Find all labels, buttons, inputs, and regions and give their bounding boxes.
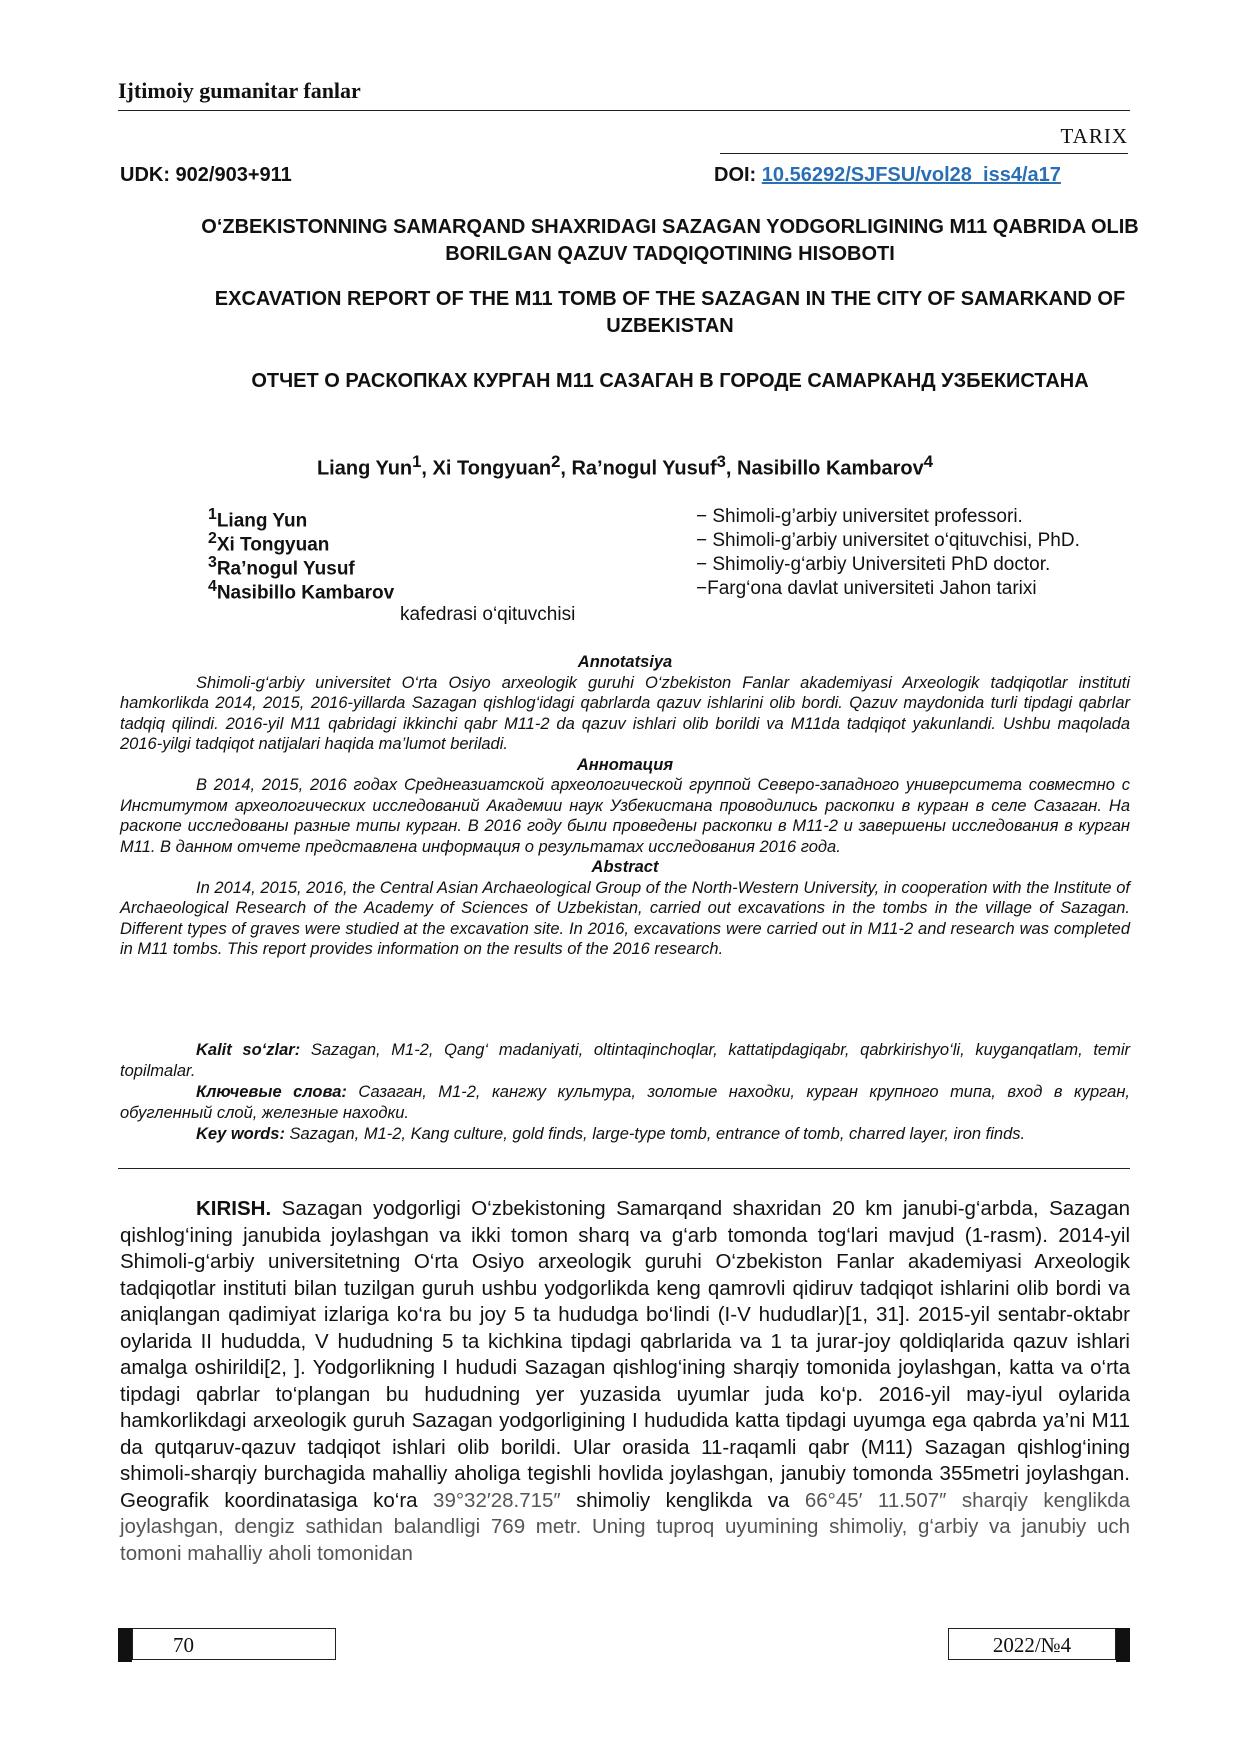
journal-header: Ijtimoiy gumanitar fanlar — [118, 78, 1130, 111]
affiliation-row — [208, 506, 1138, 530]
author-3: Ra’nogul Yusuf — [571, 457, 717, 480]
title-uz: O‘ZBEKISTONNING SAMARQAND SHAXRIDAGI SAZAGAN YODGORLIGINING M11 QABRIDA OLIB BORILGAN QAZUV TADQIQOTINING HISOBOTI — [201, 216, 1139, 265]
abstracts — [120, 652, 1130, 960]
author-line: Liang Yun$^1$, Xi Tongyuan$^2$, Ra’nogul Yusuf$^3$, Nasibillo Kambarov$^4$ — [316, 452, 934, 480]
author-4-sup: 4 — [923, 452, 934, 471]
affiliation-desc-continued: kafedrasi o‘qituvchisi — [400, 604, 576, 625]
udk-code: UDK: 902/903+911 — [120, 164, 292, 186]
affiliation-name: $^2$Xi Tongyuan — [208, 530, 330, 556]
section-tag: TARIX — [720, 124, 1128, 154]
affiliation-name: $^4$Nasibillo Kambarov — [208, 578, 395, 604]
affiliation-row — [208, 530, 1138, 554]
abstract-ru-heading: Аннотация — [576, 755, 674, 774]
affiliation-desc: − Shimoli-g’arbiy universitet o‘qituvchisi, PhD. — [696, 530, 1080, 551]
page-number: 70 — [132, 1628, 336, 1660]
divider — [118, 1168, 1130, 1169]
affiliation-desc: − Shimoliy-g‘arbiy Universiteti PhD doctor. — [696, 554, 1051, 575]
title-ru: ОТЧЕТ О РАСКОПКАХ КУРГАН М11 САЗАГАН В ГОРОДЕ САМАРКАНД УЗБЕКИСТАНА — [251, 370, 1089, 392]
keywords — [120, 1040, 1130, 1145]
doi-label: DOI: — [714, 164, 762, 186]
doi-link[interactable]: 10.56292/SJFSU/vol28_iss4/a17 — [761, 164, 1061, 186]
abstract-uz-text: Shimoli-g‘arbiy universitet O‘rta Osiyo arxeologik guruhi O‘zbekiston Fanlar akademiyasi Arxeologik tadqiqotlar instituti hamkorlikda 2014, 2015, 2016-yillarda Sazagan qishlog‘idagi qabrlarda qazuv ishlarini olib bordi. Qazuv maydonida turli tipdagi qabrlar tadqiq qilindi. 2016-yil M11 qabridagi ikkinchi qabr M11-2 da qazuv ishlari olib borildi va M11da tadqiqot yakunlandi. Ushbu maqolada 2016-yilgi tadqiqot natijalari haqida ma’lumot beriladi. — [120, 673, 1130, 753]
title-en: EXCAVATION REPORT OF THE M11 TOMB OF THE SAZAGAN IN THE CITY OF SAMARKAND OF UZBEKISTAN — [214, 288, 1126, 337]
author-1: Liang Yun — [316, 457, 413, 480]
affiliation-row — [208, 578, 1138, 602]
coordinate-lat: 39°32′28.715″ — [433, 1488, 561, 1512]
keywords-en: Key words: Sazagan, M1-2, Kang culture, gold finds, large-type tomb, entrance of tomb, charred layer, iron finds. — [196, 1125, 1026, 1143]
author-1-sup: 1 — [412, 452, 422, 471]
section-lead: KIRISH. — [196, 1197, 272, 1220]
issue-number: 2022/№4 — [948, 1628, 1116, 1660]
abstract-en-text: In 2014, 2015, 2016, the Central Asian Archaeological Group of the North-Western University, in cooperation with the Institute of Archaeological Research of the Academy of Sciences of Uzbekistan, carried out excavations in the tombs in the village of Sazagan. Different types of graves were studied at the excavation site. In 2016, excavations were carried out in M11-2 and research was completed in M11 tombs. This report provides information on the results of the 2016 research. — [120, 878, 1130, 958]
keywords-uz: Kalit so‘zlar: Sazagan, M1-2, Qang‘ madaniyati, oltintaqinchoqlar, kattatipdagiqabr, qabrkirishyo‘li, kuyganqatlam, temir topilmalar. — [120, 1041, 1130, 1080]
footer-bar-right — [1116, 1628, 1130, 1662]
author-3-sup: 3 — [716, 452, 726, 471]
page-footer — [118, 1628, 1130, 1662]
abstract-en-heading: Abstract — [591, 858, 659, 876]
affiliation-desc: − Shimoli-g’arbiy universitet professori. — [696, 506, 1023, 527]
author-2: Xi Tongyuan — [432, 457, 552, 480]
author-4: Nasibillo Kambarov — [737, 457, 924, 480]
abstract-ru-text: В 2014, 2015, 2016 годах Среднеазиатской археологической группой Северо-западного университета совместно с Институтом археологических исследований Академии наук Узбекистана проводились раскопки в курган в селе Сазаган. На раскопе исследованы разные типы курган. В 2016 году были проведены раскопки в М11-2 и завершены исследования в курган М11. В данном отчете представлена информация о результатах исследования 2016 года. — [120, 776, 1130, 856]
affiliations — [208, 506, 1138, 602]
author-2-sup: 2 — [551, 452, 561, 471]
affiliation-desc: −Farg‘ona davlat universiteti Jahon tarixi — [696, 578, 1037, 599]
coordinate-lon: 66°45′ 11.507″ sharqiy kenglikda joylashgan, dengiz sathidan balandligi 769 metr. Uning tuproq uyumining shimoliy, g‘arbiy va janubiy uch tomoni mahalliy aholi tomonidan — [120, 1488, 1130, 1565]
doi — [714, 164, 1061, 187]
footer-bar-left — [118, 1628, 132, 1662]
keywords-ru: Ключевые слова: Сазаган, М1-2, кангжу культура, золотые находки, курган крупного типа, вход в курган, обугленный слой, железные находки. — [120, 1083, 1130, 1122]
abstract-uz-heading: Annotatsiya — [577, 653, 673, 671]
affiliation-row — [208, 554, 1138, 578]
body-paragraph: KIRISH. Sazagan yodgorligi O‘zbekistoning Samarqand shaxridan 20 km janubi-g‘arbda, Sazagan qishlog‘ining janubida joylashgan va ikki tomon sharq va g‘arb tomonda tog‘lari mavjud (1-rasm). 2014-yil Shimoli-g‘arbiy universitetning O‘rta Osiyo arxeologik guruhi O‘zbekiston Fanlar akademiyasi Arxeologik tadqiqotlar instituti bilan tuzilgan guruh ushbu yodgorlikda keng qamrovli qidiruv tadqiqot ishlarini olib bordi va aniqlangan qadimiyat izlariga ko‘ra bu joy 5 ta hududga bo‘lindi (I-V hududlar)[1, 31]. 2015-yil sentabr-oktabr oylarida II hududda, V hududning 5 ta kichkina tipdagi qabrlarida va 1 ta jurar-joy qoldiqlarida qazuv ishlari amalga oshirildi[2, ]. Yodgorlikning I hududi Sazagan qishlog‘ining sharqiy tomonida joylashgan, katta va o‘rta tipdagi qabrlar to‘plangan bu hududning yer yuzasida uyumlar juda ko‘p. 2016-yil may-iyul oylarida hamkorlikdagi arxeologik guruh Sazagan yodgorligining I hududida katta tipdagi uyumga ega qabrda ya’ni M11 da qutqaruv-qazuv tadqiqot ishlari olib borildi. Ular orasida 11-raqamli qabr (M11) Sazagan qishlog‘ining shimoli-sharqiy burchagida mahalliy aholiga tegishli hovlida joylashgan, janubiy tomonda 355metri joylashgan. Geografik koordinatasiga ko‘ra 39°32′28.715″ shimoliy kenglikda va 66°45′ 11.507″ sharqiy kenglikda joylashgan, dengiz sathidan balandligi 769 metr. Uning tuproq uyumining shimoliy, g‘arbiy va janubiy uch tomoni mahalliy aholi tomonidan — [120, 1197, 1130, 1565]
affiliation-name: $^1$Liang Yun — [208, 506, 308, 532]
affiliation-name: $^3$Ra’nogul Yusuf — [208, 554, 355, 580]
